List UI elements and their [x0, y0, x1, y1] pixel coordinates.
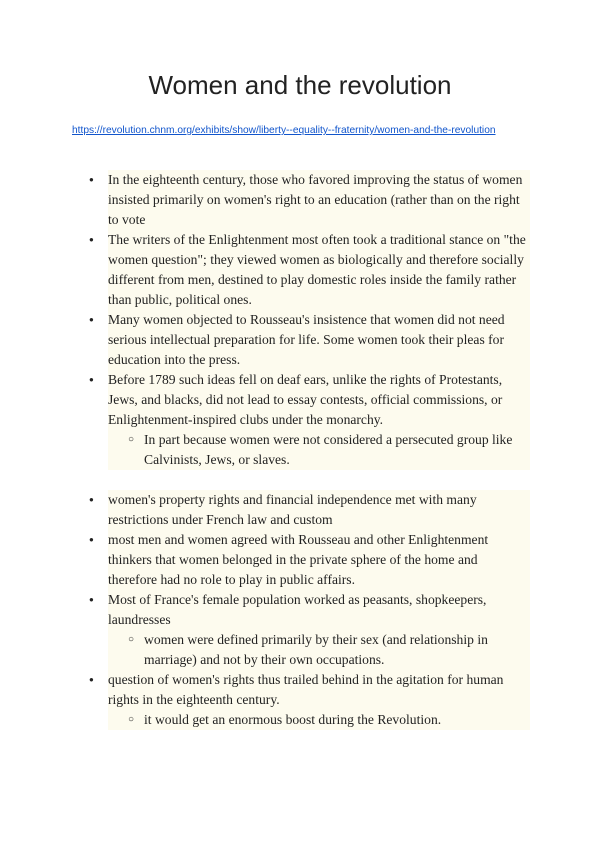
sub-list-item — [144, 630, 530, 670]
sub-list — [108, 710, 530, 730]
sub-list-item-text: women were defined primarily by their sex (and relationship in marriage) and not by their own occupations. — [144, 632, 488, 667]
list-item-text: women's property rights and financial independence met with many restrictions under French law and custom — [108, 492, 477, 527]
bullet-list — [108, 170, 530, 730]
list-item — [108, 370, 530, 470]
list-item — [108, 230, 530, 310]
list-item — [108, 590, 530, 670]
list-item-text: The writers of the Enlightenment most often took a traditional stance on "the women question"; they viewed women as biologically and therefore socially different from men, destined to play domestic roles inside the family rather than public, political ones. — [108, 232, 526, 307]
sub-list-item — [144, 710, 530, 730]
list-item-text: Many women objected to Rousseau's insistence that women did not need serious intellectual preparation for life. Some women took their pleas for education into the press. — [108, 312, 505, 367]
list-item-text: most men and women agreed with Rousseau and other Enlightenment thinkers that women belonged in the private sphere of the home and therefore had no role to play in public affairs. — [108, 532, 489, 587]
list-item-text: Before 1789 such ideas fell on deaf ears, unlike the rights of Protestants, Jews, and blacks, did not lead to essay contests, official commissions, or Enlightenment-inspired clubs under the monarchy. — [108, 372, 503, 427]
source-link[interactable]: https://revolution.chnm.org/exhibits/show/liberty--equality--fraternity/women-and-the-revolution — [72, 125, 496, 136]
sub-list-item — [144, 430, 530, 470]
sub-list-item-text: In part because women were not considered a persecuted group like Calvinists, Jews, or slaves. — [144, 432, 513, 467]
sub-list — [108, 630, 530, 670]
list-item-text: In the eighteenth century, those who favored improving the status of women insisted primarily on women's right to an education (rather than on the right to vote — [108, 172, 523, 227]
sub-list-item-text: it would get an enormous boost during the Revolution. — [144, 712, 442, 727]
sub-list — [108, 430, 530, 470]
list-item — [108, 310, 530, 370]
list-item — [108, 670, 530, 730]
list-item — [108, 170, 530, 230]
page-title: Women and the revolution — [148, 70, 452, 100]
list-item-text: Most of France's female population worked as peasants, shopkeepers, laundresses — [108, 592, 487, 627]
list-item — [108, 490, 530, 530]
list-item-text: question of women's rights thus trailed behind in the agitation for human rights in the eighteenth century. — [108, 672, 504, 707]
list-item — [108, 530, 530, 590]
spacer — [108, 470, 530, 490]
